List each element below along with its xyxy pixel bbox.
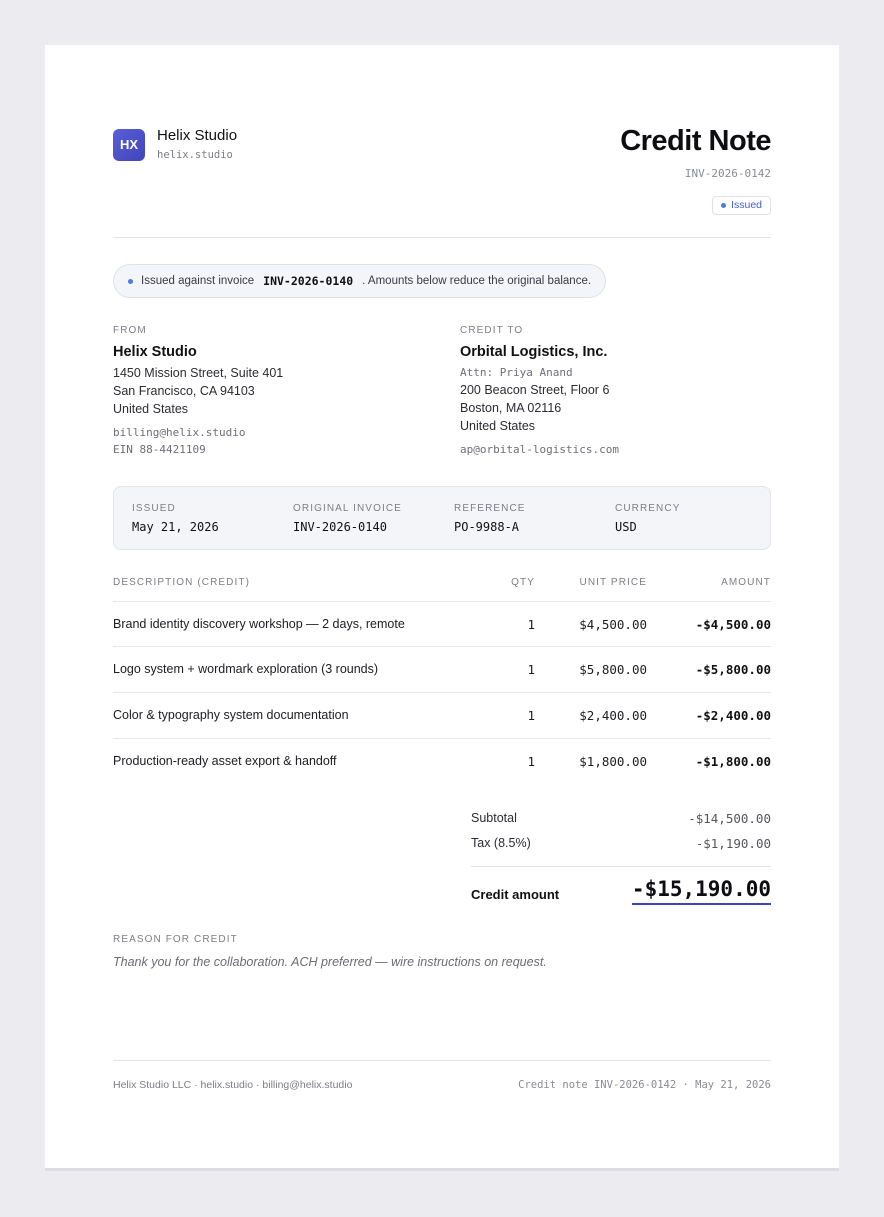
credit-to-attn: Attn: Priya Anand xyxy=(460,366,573,379)
footer-right: Credit note INV-2026-0142 · May 21, 2026 xyxy=(518,1079,771,1091)
meta-label: ORIGINAL INVOICE xyxy=(293,503,402,514)
row-amount: -$2,400.00 xyxy=(695,708,771,723)
table-row xyxy=(113,738,771,784)
meta-box xyxy=(113,486,771,550)
invoice-notice xyxy=(113,264,606,298)
credit-to-label: CREDIT TO xyxy=(460,325,524,336)
brand-url: helix.studio xyxy=(157,149,233,161)
meta-issued xyxy=(132,503,219,534)
row-unit-price: $2,400.00 xyxy=(579,708,647,723)
totals-divider xyxy=(471,866,771,867)
meta-label: ISSUED xyxy=(132,503,176,514)
from-ein: EIN 88-4421109 xyxy=(113,443,206,456)
row-qty: 1 xyxy=(527,708,535,723)
meta-currency xyxy=(615,503,680,534)
row-description: Logo system + wordmark exploration (3 rounds) xyxy=(113,662,379,676)
meta-label: CURRENCY xyxy=(615,503,681,514)
from-address-line: San Francisco, CA 94103 xyxy=(113,384,255,398)
meta-value: May 21, 2026 xyxy=(132,520,219,534)
credit-to-address-line: 200 Beacon Street, Floor 6 xyxy=(460,383,610,397)
column-header-amount: AMOUNT xyxy=(721,577,771,588)
document-number: INV-2026-0142 xyxy=(684,167,771,180)
meta-value: USD xyxy=(615,520,637,534)
from-address-line: 1450 Mission Street, Suite 401 xyxy=(113,366,284,380)
row-description: Brand identity discovery workshop — 2 days, remote xyxy=(113,617,405,631)
from-name: Helix Studio xyxy=(113,344,197,360)
subtotal-label: Subtotal xyxy=(471,811,517,825)
meta-value: INV-2026-0140 xyxy=(293,520,387,534)
from-address-line: United States xyxy=(113,402,189,416)
meta-value: PO-9988-A xyxy=(454,520,520,534)
table-row xyxy=(113,601,771,647)
footer-divider xyxy=(113,1060,771,1061)
credit-to-section xyxy=(460,325,619,458)
notice-prefix: Issued against invoice xyxy=(141,275,255,287)
credit-to-address-line: United States xyxy=(460,419,536,433)
row-description: Production-ready asset export & handoff xyxy=(113,754,337,768)
credit-note-page xyxy=(45,45,839,1168)
brand-logo: HX xyxy=(113,129,145,161)
meta-label: REFERENCE xyxy=(454,503,526,514)
notice-dot-icon xyxy=(128,279,133,284)
subtotal-value: -$14,500.00 xyxy=(688,811,771,826)
meta-original-invoice xyxy=(293,503,402,534)
credit-to-address-line: Boston, MA 02116 xyxy=(460,401,562,415)
credit-to-name: Orbital Logistics, Inc. xyxy=(460,344,608,360)
column-header-qty: QTY xyxy=(511,577,535,588)
row-qty: 1 xyxy=(527,662,535,677)
row-unit-price: $5,800.00 xyxy=(579,662,647,677)
status-dot-icon xyxy=(721,203,726,208)
row-unit-price: $4,500.00 xyxy=(579,617,647,632)
document-title: Credit Note xyxy=(620,125,771,157)
credit-amount-label: Credit amount xyxy=(471,887,560,902)
from-section xyxy=(113,325,283,458)
notice-invoice-number: INV-2026-0140 xyxy=(263,274,354,288)
column-header-unit-price: UNIT PRICE xyxy=(579,577,647,588)
tax-label: Tax (8.5%) xyxy=(471,836,531,850)
footer-left: Helix Studio LLC · helix.studio · billing@helix.studio xyxy=(113,1079,353,1091)
reason-text: Thank you for the collaboration. ACH preferred — wire instructions on request. xyxy=(113,955,547,969)
tax-value: -$1,190.00 xyxy=(695,836,771,851)
table-row xyxy=(113,692,771,738)
row-unit-price: $1,800.00 xyxy=(579,754,647,769)
row-amount: -$4,500.00 xyxy=(695,617,771,632)
column-header-description: DESCRIPTION (CREDIT) xyxy=(113,577,250,588)
credit-amount-value: -$15,190.00 xyxy=(632,877,771,905)
row-description: Color & typography system documentation xyxy=(113,708,349,722)
row-amount: -$5,800.00 xyxy=(695,662,771,677)
table-row xyxy=(113,646,771,692)
brand-name: Helix Studio xyxy=(157,127,238,144)
status-badge xyxy=(712,196,771,215)
status-label: Issued xyxy=(731,199,762,211)
reason-label: REASON FOR CREDIT xyxy=(113,934,238,945)
row-qty: 1 xyxy=(527,617,535,632)
meta-reference xyxy=(454,503,526,534)
from-email: billing@helix.studio xyxy=(113,426,246,439)
header-divider xyxy=(113,237,771,238)
notice-suffix: . Amounts below reduce the original balance. xyxy=(362,275,592,287)
from-label: FROM xyxy=(113,325,147,336)
row-amount: -$1,800.00 xyxy=(695,754,771,769)
credit-to-email: ap@orbital-logistics.com xyxy=(460,443,619,456)
row-qty: 1 xyxy=(527,754,535,769)
